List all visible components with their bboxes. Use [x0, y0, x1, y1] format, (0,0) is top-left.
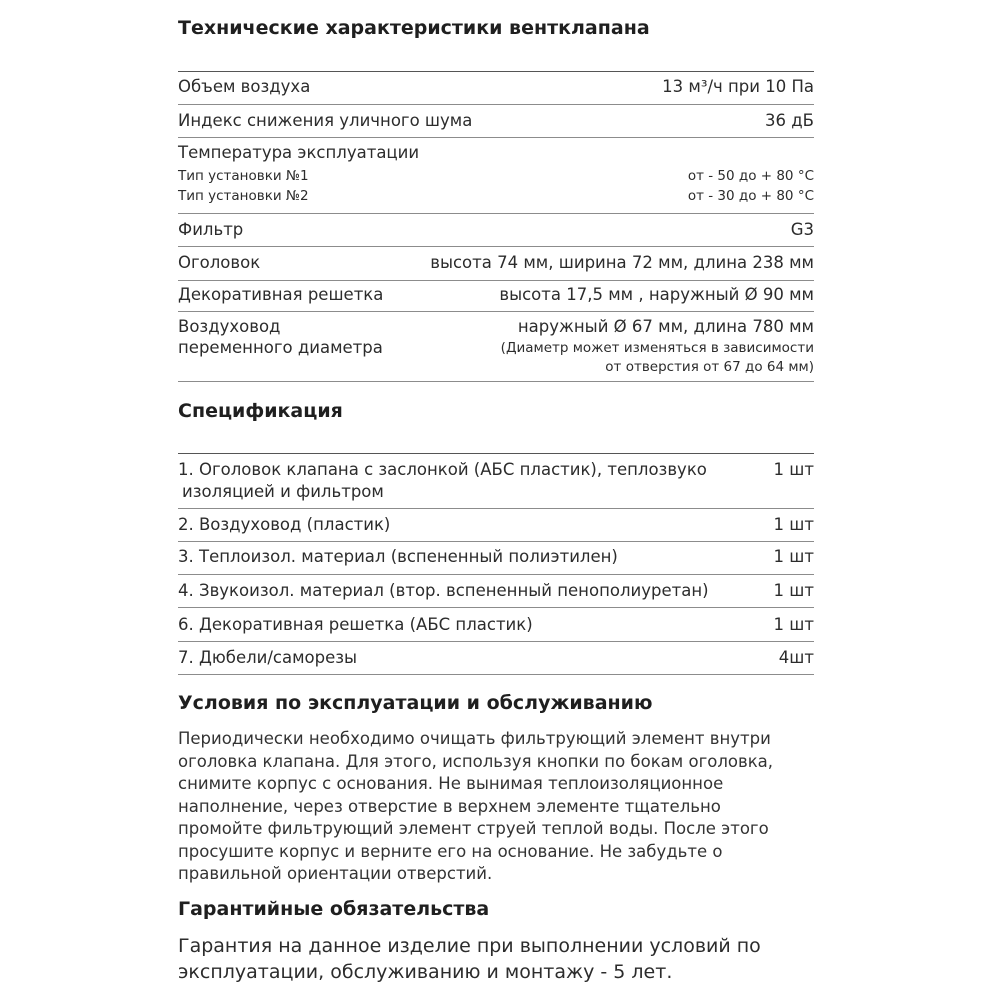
divider — [178, 137, 814, 138]
divider — [178, 641, 814, 642]
row-label: Фильтр — [178, 220, 244, 239]
service-text: Периодически необходимо очищать фильтрующий элемент внутри оголовка клапана. Для этого, используя кнопки по бокам оголовка, снимите корпус с основания. Не вынимая теплоизоляционное наполнение, через отверстие в верхнем элементе тщательно промойте фильтрующий элемент струей теплой воды. После этого просушите корпус и верните его на основание. Не забудьте о правильной ориентации отверстий. — [178, 729, 774, 883]
row-label: Декоративная решетка — [178, 285, 384, 304]
item-text: 3. Теплоизол. материал (вспененный полиэтилен) — [178, 547, 618, 566]
item-text: 7. Дюбели/саморезы — [178, 648, 358, 667]
divider — [178, 280, 814, 281]
item-qty: 1 шт — [773, 547, 814, 566]
warranty-text: Гарантия на данное изделие при выполнении условий по эксплуатации, обслуживанию и монтажу - 5 лет. — [178, 935, 761, 983]
divider — [178, 71, 814, 72]
row-value: 36 дБ — [765, 111, 814, 130]
row-note: от отверстия от 67 до 64 мм) — [605, 359, 814, 375]
row-label: Объем воздуха — [178, 77, 311, 96]
row-value: 13 м³/ч при 10 Па — [662, 77, 814, 96]
divider — [178, 311, 814, 312]
item-text: 4. Звукоизол. материал (втор. вспененный пенополиуретан) — [178, 581, 709, 600]
warranty-heading: Гарантийные обязательства — [178, 898, 490, 920]
item-qty: 1 шт — [773, 515, 814, 534]
row-label: Воздуховод — [178, 317, 281, 336]
divider — [178, 381, 814, 382]
tech-specs-heading: Технические характеристики вентклапана — [178, 17, 650, 39]
row-value: от - 30 до + 80 °C — [687, 188, 814, 204]
divider — [178, 674, 814, 675]
row-value: высота 74 мм, ширина 72 мм, длина 238 мм — [430, 253, 814, 272]
service-heading: Условия по эксплуатации и обслуживанию — [178, 692, 653, 714]
divider — [178, 104, 814, 105]
divider — [178, 508, 814, 509]
item-text: 2. Воздуховод (пластик) — [178, 515, 391, 534]
item-text: 1. Оголовок клапана с заслонкой (АБС пластик), теплозвуко — [178, 460, 707, 479]
divider — [178, 541, 814, 542]
divider — [178, 574, 814, 575]
divider — [178, 607, 814, 608]
row-label: Температура эксплуатации — [178, 143, 420, 162]
divider — [178, 246, 814, 247]
row-value: высота 17,5 мм , наружный Ø 90 мм — [499, 285, 814, 304]
row-label: Тип установки №1 — [178, 168, 309, 184]
row-label: Индекс снижения уличного шума — [178, 111, 473, 130]
item-qty: 4шт — [778, 648, 814, 667]
row-label: Тип установки №2 — [178, 188, 309, 204]
divider — [178, 453, 814, 454]
row-value: от - 50 до + 80 °C — [687, 168, 814, 184]
row-value: G3 — [790, 220, 814, 239]
item-qty: 1 шт — [773, 460, 814, 479]
item-qty: 1 шт — [773, 615, 814, 634]
divider — [178, 213, 814, 214]
item-text: изоляцией и фильтром — [182, 482, 384, 501]
item-qty: 1 шт — [773, 581, 814, 600]
specification-heading: Спецификация — [178, 400, 343, 422]
row-label: Оголовок — [178, 253, 261, 272]
row-label: переменного диаметра — [178, 338, 383, 357]
row-value: наружный Ø 67 мм, длина 780 мм — [517, 317, 814, 336]
row-note: (Диаметр может изменяться в зависимости — [500, 340, 814, 356]
item-text: 6. Декоративная решетка (АБС пластик) — [178, 615, 533, 634]
